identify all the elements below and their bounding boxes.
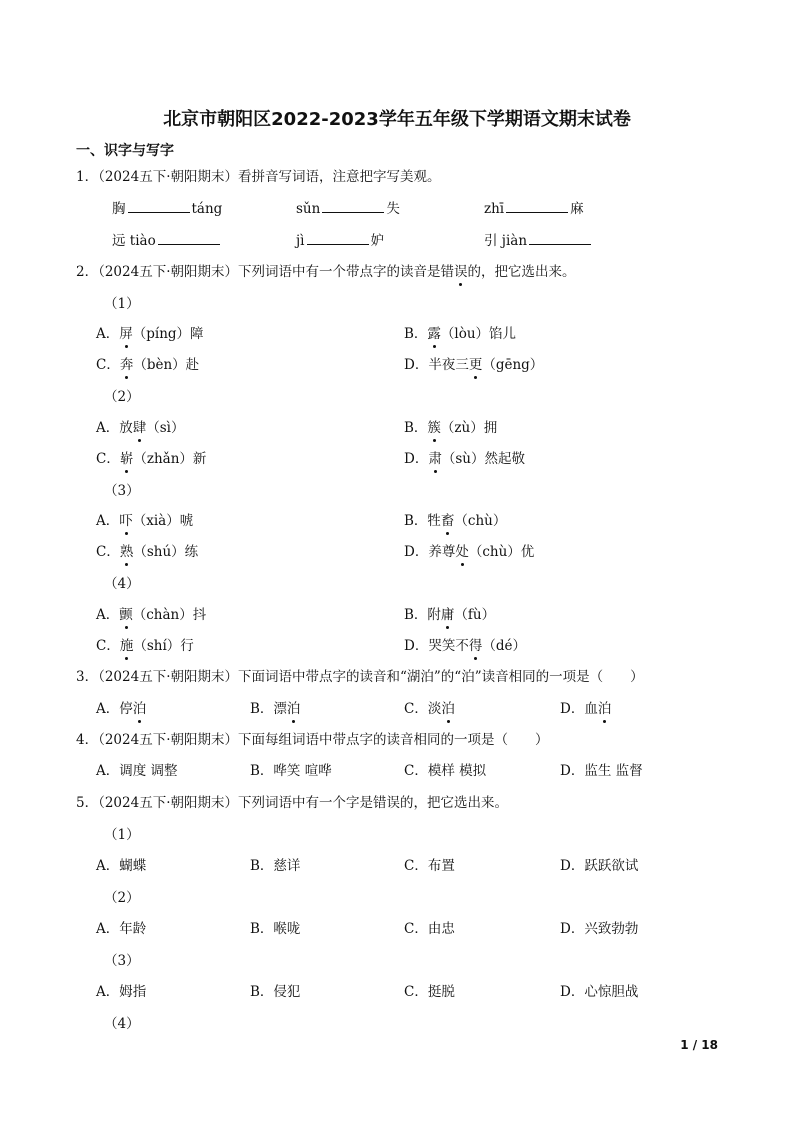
q4-option-a[interactable]: A．调度 调整	[96, 763, 178, 779]
opt-text: （xià）唬	[132, 513, 194, 529]
opt-text: D．哭笑不	[404, 638, 469, 654]
answer-blank[interactable]	[128, 200, 190, 213]
opt-text: （zù）拥	[440, 420, 498, 436]
opt-text: （píng）障	[132, 326, 204, 342]
q5-g1-option-a[interactable]: A．蝴蝶	[96, 858, 147, 874]
q2-g1-option-b[interactable]	[404, 325, 516, 343]
opt-text: A．	[96, 607, 120, 623]
opt-text: （sù）然起敬	[441, 451, 525, 467]
opt-text: （shú）练	[133, 544, 199, 560]
q2-g4-option-d[interactable]	[404, 637, 526, 655]
q2-g3-option-b[interactable]	[404, 512, 506, 530]
q2-group-label: （1）	[104, 296, 140, 312]
q2-stem-dotted: 误	[454, 264, 468, 280]
opt-text: （bèn）赴	[133, 357, 200, 373]
dotted-char: 熟	[119, 544, 134, 560]
question-3-stem: 3．（2024五下·朝阳期末）下面词语中带点字的读音和“湖泊”的“泊”读音相同的一项是（ ）	[76, 669, 644, 685]
opt-text: A．停	[96, 701, 133, 717]
q2-g3-option-d[interactable]	[404, 543, 534, 561]
dotted-char: 吓	[119, 513, 133, 529]
opt-text: A．放	[96, 420, 133, 436]
q1-item-6	[484, 232, 593, 250]
q3-option-b[interactable]	[250, 700, 300, 718]
opt-text: （gēng）	[482, 357, 544, 373]
dotted-char: 簇	[427, 420, 441, 436]
q2-g2-option-b[interactable]	[404, 419, 497, 437]
q1-item-3	[484, 200, 584, 218]
q1-item-5	[296, 232, 384, 250]
q2-g1-option-c[interactable]	[96, 356, 199, 374]
q1-item-6-pre: 引 jiàn	[484, 233, 528, 249]
q5-g3-option-b[interactable]: B．侵犯	[250, 984, 301, 1000]
dotted-char: 泊	[132, 701, 147, 717]
q5-g1-option-d[interactable]: D．跃跃欲试	[560, 858, 639, 874]
dotted-char: 奔	[119, 357, 134, 373]
q2-group-label: （4）	[104, 576, 140, 592]
q3-option-a[interactable]	[96, 700, 146, 718]
answer-blank[interactable]	[322, 200, 384, 213]
section-heading: 一、识字与写字	[76, 143, 174, 159]
opt-text: D．血	[560, 701, 598, 717]
q2-g2-option-a[interactable]	[96, 419, 185, 437]
dotted-char: 泊	[597, 701, 612, 717]
opt-text: （shí）行	[133, 638, 194, 654]
dotted-char: 肃	[428, 451, 442, 467]
q1-item-1	[112, 200, 222, 218]
opt-text: C．	[96, 451, 120, 467]
question-1-stem: 1．（2024五下·朝阳期末）看拼音写词语，注意把字写美观。	[76, 169, 441, 185]
dotted-char: 泊	[441, 701, 455, 717]
q1-item-4	[112, 232, 222, 250]
answer-blank[interactable]	[529, 232, 591, 245]
q5-group-label: （4）	[104, 1016, 140, 1032]
dotted-char: 施	[119, 638, 134, 654]
q2-g4-option-c[interactable]	[96, 637, 194, 655]
q2-g1-option-d[interactable]	[404, 356, 543, 374]
dotted-char: 处	[455, 544, 469, 560]
q2-group-label: （2）	[104, 389, 140, 405]
opt-text: D．	[404, 451, 429, 467]
q2-g3-option-c[interactable]	[96, 543, 198, 561]
dotted-char: 畜	[440, 513, 455, 529]
q5-g2-option-c[interactable]: C．由忠	[404, 921, 455, 937]
q2-group-label: （3）	[104, 483, 140, 499]
opt-text: （lòu）馅儿	[440, 326, 517, 342]
answer-blank[interactable]	[158, 232, 220, 245]
opt-text: （zhǎn）新	[133, 451, 207, 467]
page-title: 北京市朝阳区2022-2023学年五年级下学期语文期末试卷	[163, 109, 631, 130]
question-4-stem: 4．（2024五下·朝阳期末）下面每组词语中带点字的读音相同的一项是（ ）	[76, 732, 549, 748]
q2-g4-option-a[interactable]	[96, 606, 206, 624]
q2-g3-option-a[interactable]	[96, 512, 193, 530]
q5-g2-option-b[interactable]: B．喉咙	[250, 921, 301, 937]
opt-text: （chàn）抖	[132, 607, 207, 623]
page-number: 1 / 18	[680, 1038, 718, 1052]
dotted-char: 屏	[119, 326, 133, 342]
opt-text: （fù）	[454, 607, 496, 623]
q5-g3-option-a[interactable]: A．姆指	[96, 984, 147, 1000]
q5-g3-option-d[interactable]: D．心惊胆战	[560, 984, 639, 1000]
opt-text: D．半夜三	[404, 357, 469, 373]
opt-text: B．	[404, 326, 428, 342]
q5-g2-option-a[interactable]: A．年龄	[96, 921, 147, 937]
q1-item-2-post: 失	[386, 201, 400, 217]
opt-text: （chù）优	[468, 544, 535, 560]
opt-text: B．	[404, 420, 428, 436]
q2-g4-option-b[interactable]	[404, 606, 495, 624]
q5-g1-option-b[interactable]: B．慈详	[250, 858, 301, 874]
q5-g2-option-d[interactable]: D．兴致勃勃	[560, 921, 639, 937]
opt-text: C．淡	[404, 701, 442, 717]
opt-text: C．	[96, 357, 120, 373]
answer-blank[interactable]	[506, 200, 568, 213]
dotted-char: 肆	[132, 420, 147, 436]
q4-option-d[interactable]: D．监生 监督	[560, 763, 643, 779]
q5-group-label: （1）	[104, 827, 140, 843]
q3-option-d[interactable]	[560, 700, 611, 718]
q4-option-c[interactable]: C．模样 模拟	[404, 763, 487, 779]
q1-item-2	[296, 200, 400, 218]
opt-text: B．牲	[404, 513, 441, 529]
opt-text: C．	[96, 544, 120, 560]
opt-text: B．漂	[250, 701, 287, 717]
q1-item-3-post: 麻	[570, 201, 584, 217]
q1-item-3-pre: zhī	[484, 201, 505, 217]
dotted-char: 颤	[119, 607, 133, 623]
q5-group-label: （3）	[104, 953, 140, 969]
answer-blank[interactable]	[307, 232, 369, 245]
question-2-stem	[76, 263, 576, 281]
q2-g1-option-a[interactable]	[96, 325, 204, 343]
question-5-stem: 5．（2024五下·朝阳期末）下列词语中有一个字是错误的，把它选出来。	[76, 795, 508, 811]
dotted-char: 泊	[286, 701, 301, 717]
dotted-char: 露	[427, 326, 441, 342]
opt-text: C．	[96, 638, 120, 654]
q1-item-5-post: 妒	[370, 233, 385, 249]
opt-text: （dé）	[482, 638, 526, 654]
q1-item-4-pre: 远 tiào	[112, 233, 156, 249]
q5-group-label: （2）	[104, 890, 140, 906]
dotted-char: 庸	[440, 607, 455, 623]
q1-item-1-post: táng	[191, 201, 223, 217]
dotted-char: 得	[468, 638, 483, 654]
q2-g2-option-d[interactable]	[404, 450, 525, 468]
q2-stem-part: 2．（2024五下·朝阳期末）下列词语中有一个带点字的读音是错	[76, 264, 454, 280]
dotted-char: 崭	[119, 451, 134, 467]
q1-item-5-pre: jì	[296, 233, 305, 249]
opt-text: B．附	[404, 607, 441, 623]
q2-g2-option-c[interactable]	[96, 450, 206, 468]
q3-option-c[interactable]	[404, 700, 455, 718]
q2-stem-part: 的，把它选出来。	[467, 264, 576, 280]
opt-text: （chù）	[454, 513, 507, 529]
q5-g3-option-c[interactable]: C．挺脱	[404, 984, 455, 1000]
opt-text: A．	[96, 326, 120, 342]
opt-text: A．	[96, 513, 120, 529]
q1-item-2-pre: sǔn	[296, 201, 321, 217]
opt-text: D．养尊	[404, 544, 456, 560]
dotted-char: 更	[468, 357, 483, 373]
opt-text: （sì）	[146, 420, 185, 436]
q4-option-b[interactable]: B．哗笑 喧哗	[250, 763, 332, 779]
q5-g1-option-c[interactable]: C．布置	[404, 858, 455, 874]
q1-item-1-pre: 胸	[112, 201, 126, 217]
